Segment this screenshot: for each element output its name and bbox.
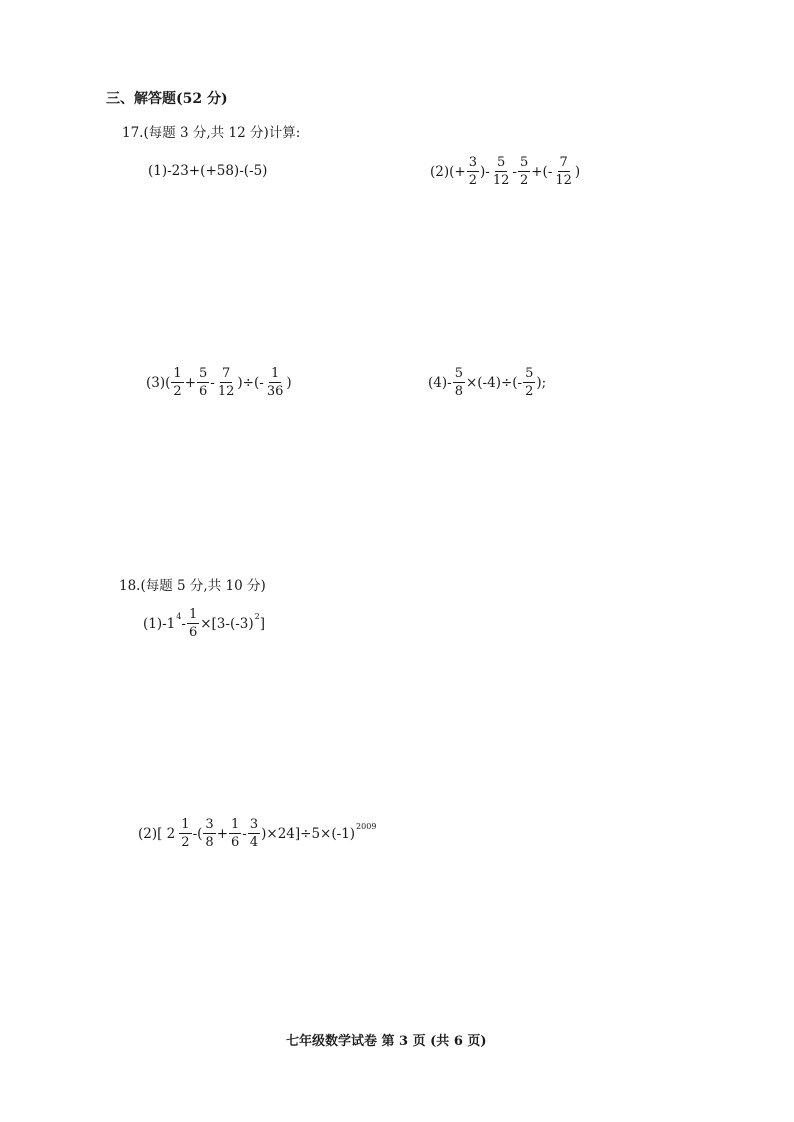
q17-part-4: [428, 367, 546, 398]
fraction: [179, 818, 191, 849]
denominator: 12: [555, 173, 572, 188]
fraction: [518, 156, 530, 187]
question-17-header: 17.(每题 3 分,共 12 分)计算:: [122, 125, 301, 141]
numerator: 1: [270, 366, 280, 381]
exponent: 4: [176, 612, 182, 621]
expr-token: -: [181, 615, 186, 632]
q17-part-2: [430, 156, 580, 187]
expr-token: +: [216, 825, 228, 842]
expr-token: ×(-4)÷(-: [465, 374, 523, 391]
fraction: [229, 818, 241, 849]
fraction: [171, 367, 183, 398]
expr-token: )×24]÷5×(-1): [261, 825, 356, 842]
denominator: 8: [205, 835, 214, 850]
denominator: 2: [468, 173, 477, 188]
expr-token: ): [574, 163, 581, 180]
fraction: [216, 367, 237, 398]
exponent: 2: [254, 612, 260, 621]
expr-token: (: [165, 374, 171, 391]
q18-part-2: [138, 818, 376, 849]
numerator: 7: [559, 155, 568, 170]
q17-part-3: [146, 367, 292, 398]
numerator: 5: [519, 155, 529, 170]
numerator: 1: [231, 817, 240, 832]
numerator: 1: [181, 817, 190, 832]
q18-part-1: [143, 608, 265, 639]
numerator: 3: [205, 817, 214, 832]
denominator: 2: [181, 835, 190, 850]
numerator: 7: [221, 366, 231, 381]
numerator: 1: [188, 607, 198, 622]
expr-token: ): [286, 374, 292, 391]
fraction: [453, 367, 465, 398]
expr-token: -: [447, 374, 452, 391]
denominator: 2: [519, 173, 529, 188]
expr-token: )÷(-: [237, 374, 264, 391]
expr-token: -: [512, 163, 517, 180]
page-footer: 七年级数学试卷 第 3 页 (共 6 页): [286, 1034, 487, 1049]
part-label: (2): [430, 163, 450, 180]
expr-token: [ 2: [157, 825, 176, 842]
expr-token: +(-: [531, 163, 553, 180]
part-label: (2): [138, 825, 158, 842]
fraction: [197, 367, 209, 398]
exponent: 2009: [356, 822, 377, 831]
expr-token: ]: [259, 615, 266, 632]
numerator: 5: [525, 366, 534, 381]
numerator: 5: [496, 155, 506, 170]
denominator: 36: [266, 384, 284, 399]
expression-text: -23+(+58)-(-5): [167, 163, 268, 179]
expr-token: );: [536, 374, 547, 391]
numerator: 3: [468, 155, 477, 170]
fraction: [553, 156, 574, 187]
part-label: (1): [143, 615, 163, 632]
fraction: [265, 367, 286, 398]
fraction: [467, 156, 479, 187]
denominator: 2: [525, 384, 534, 399]
denominator: 4: [249, 835, 259, 850]
expr-token: ): [480, 163, 486, 180]
part-label: (1): [148, 163, 168, 179]
numerator: 5: [454, 366, 463, 381]
section-title: 三、解答题(52 分): [106, 91, 228, 107]
expr-token: -: [210, 374, 215, 391]
fraction: [248, 818, 260, 849]
q17-part-1: [148, 163, 267, 179]
fraction: [491, 156, 512, 187]
numerator: 1: [173, 366, 182, 381]
expr-token: -: [242, 825, 247, 842]
part-label: (3): [146, 374, 166, 391]
denominator: 12: [217, 384, 235, 399]
denominator: 6: [199, 384, 208, 399]
fraction: [523, 367, 535, 398]
fraction: [187, 608, 199, 639]
denominator: 2: [173, 384, 182, 399]
expr-token: -: [485, 163, 490, 180]
question-18-header: 18.(每题 5 分,共 10 分): [119, 578, 266, 594]
fraction: [203, 818, 215, 849]
denominator: 12: [492, 173, 510, 188]
expr-token: -(: [192, 825, 203, 842]
expr-token: ×[3-(-3): [200, 615, 254, 632]
denominator: 6: [188, 625, 198, 640]
denominator: 8: [454, 384, 463, 399]
numerator: 3: [249, 817, 259, 832]
part-label: (4): [428, 374, 448, 391]
expr-token: (+: [449, 163, 466, 180]
expr-token: +: [184, 374, 196, 391]
expr-token: -1: [162, 615, 176, 632]
denominator: 6: [231, 835, 240, 850]
numerator: 5: [199, 366, 208, 381]
